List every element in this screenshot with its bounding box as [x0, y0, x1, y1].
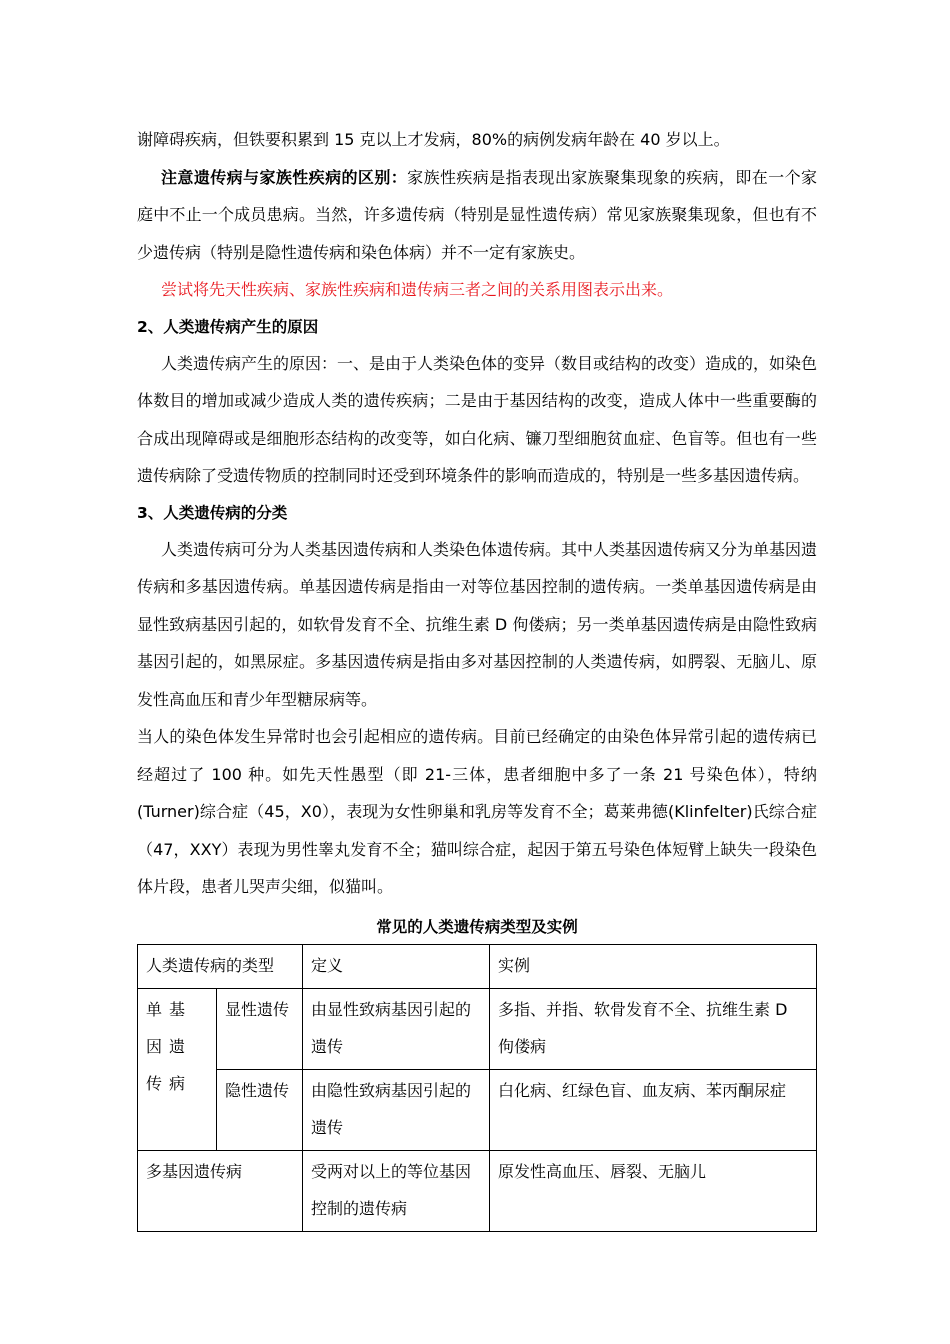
cell-examples: 多指、并指、软骨发育不全、抗维生素 D 佝偻病: [490, 988, 817, 1069]
document-body: [137, 121, 817, 1232]
cell-subtype: 显性遗传: [217, 988, 303, 1069]
table-row: [138, 1069, 817, 1150]
table-header-row: [138, 944, 817, 988]
paragraph-classification: 人类遗传病可分为人类基因遗传病和人类染色体遗传病。其中人类基因遗传病又分为单基因遗传病和多基因遗传病。单基因遗传病是指由一对等位基因控制的遗传病。一类单基因遗传病是由显性致病基因引起的，如软骨发育不全、抗维生素 D 佝偻病；另一类单基因遗传病是由隐性致病基因引起的，如黑尿症。多基因遗传病是指由多对基因控制的人类遗传病，如腭裂、无脑儿、原发性高血压和青少年型糖尿病等。: [137, 539, 818, 709]
cell-definition: 受两对以上的等位基因控制的遗传病: [303, 1150, 490, 1231]
cell-definition: 由显性致病基因引起的遗传: [303, 988, 490, 1069]
cell-subtype: 隐性遗传: [217, 1069, 303, 1150]
cell-poly-type: 多基因遗传病: [138, 1150, 303, 1231]
paragraph-iron-disease: 谢障碍疾病，但铁要积累到 15 克以上才发病，80%的病例发病年龄在 40 岁以上。: [137, 130, 730, 149]
table-row: [138, 1150, 817, 1231]
paragraph-family-disease: [137, 159, 817, 272]
paragraph-chromosome: 当人的染色体发生异常时也会引起相应的遗传病。目前已经确定的由染色体异常引起的遗传病已经超过了 100 种。如先天性愚型（即 21-三体，患者细胞中多了一条 21 号染色体），特纳(Turner)综合症（45，X0），表现为女性卵巢和乳房等发育不全；葛莱弗德(Klinfelter)氏综合症（47，XXY）表现为男性睾丸发育不全；猫叫综合症，起因于第五号染色体短臂上缺失一段染色体片段，患者儿哭声尖细，似猫叫。: [137, 727, 817, 896]
header-examples: 实例: [490, 944, 817, 988]
header-type: 人类遗传病的类型: [138, 944, 303, 988]
cell-definition: 由隐性致病基因引起的遗传: [303, 1069, 490, 1150]
cell-single-gene: [138, 988, 217, 1150]
table-caption: 常见的人类遗传病类型及实例: [376, 917, 578, 936]
cell-examples: 原发性高血压、唇裂、无脑儿: [490, 1150, 817, 1231]
cell-single-gene-label: 单基因遗传病: [146, 999, 193, 1093]
header-definition: 定义: [303, 944, 490, 988]
cell-examples: 白化病、红绿色盲、血友病、苯丙酮尿症: [490, 1069, 817, 1150]
disease-types-table: [137, 944, 817, 1232]
table-row: [138, 988, 817, 1069]
exercise-prompt: 尝试将先天性疾病、家族性疾病和遗传病三者之间的关系用图表示出来。: [161, 280, 674, 299]
section-heading-causes: 2、人类遗传病产生的原因: [137, 317, 319, 336]
note-label: 注意遗传病与家族性疾病的区别：: [161, 167, 408, 187]
section-heading-classification: 3、人类遗传病的分类: [137, 503, 288, 522]
paragraph-causes: 人类遗传病产生的原因：一、是由于人类染色体的变异（数目或结构的改变）造成的，如染色体数目的增加或减少造成人类的遗传疾病；二是由于基因结构的改变，造成人体中一些重要酶的合成出现障碍或是细胞形态结构的改变等，如白化病、镰刀型细胞贫血症、色盲等。但也有一些遗传病除了受遗传物质的控制同时还受到环境条件的影响而造成的，特别是一些多基因遗传病。: [137, 353, 818, 485]
note-text: 家族性疾病是指表现出家族聚集现象的疾病，即在一个家庭中不止一个成员患病。当然，许多遗传病（特别是显性遗传病）常见家族聚集现象，但也有不少遗传病（特别是隐性遗传病和染色体病）并不一定有家族史。: [137, 167, 817, 262]
